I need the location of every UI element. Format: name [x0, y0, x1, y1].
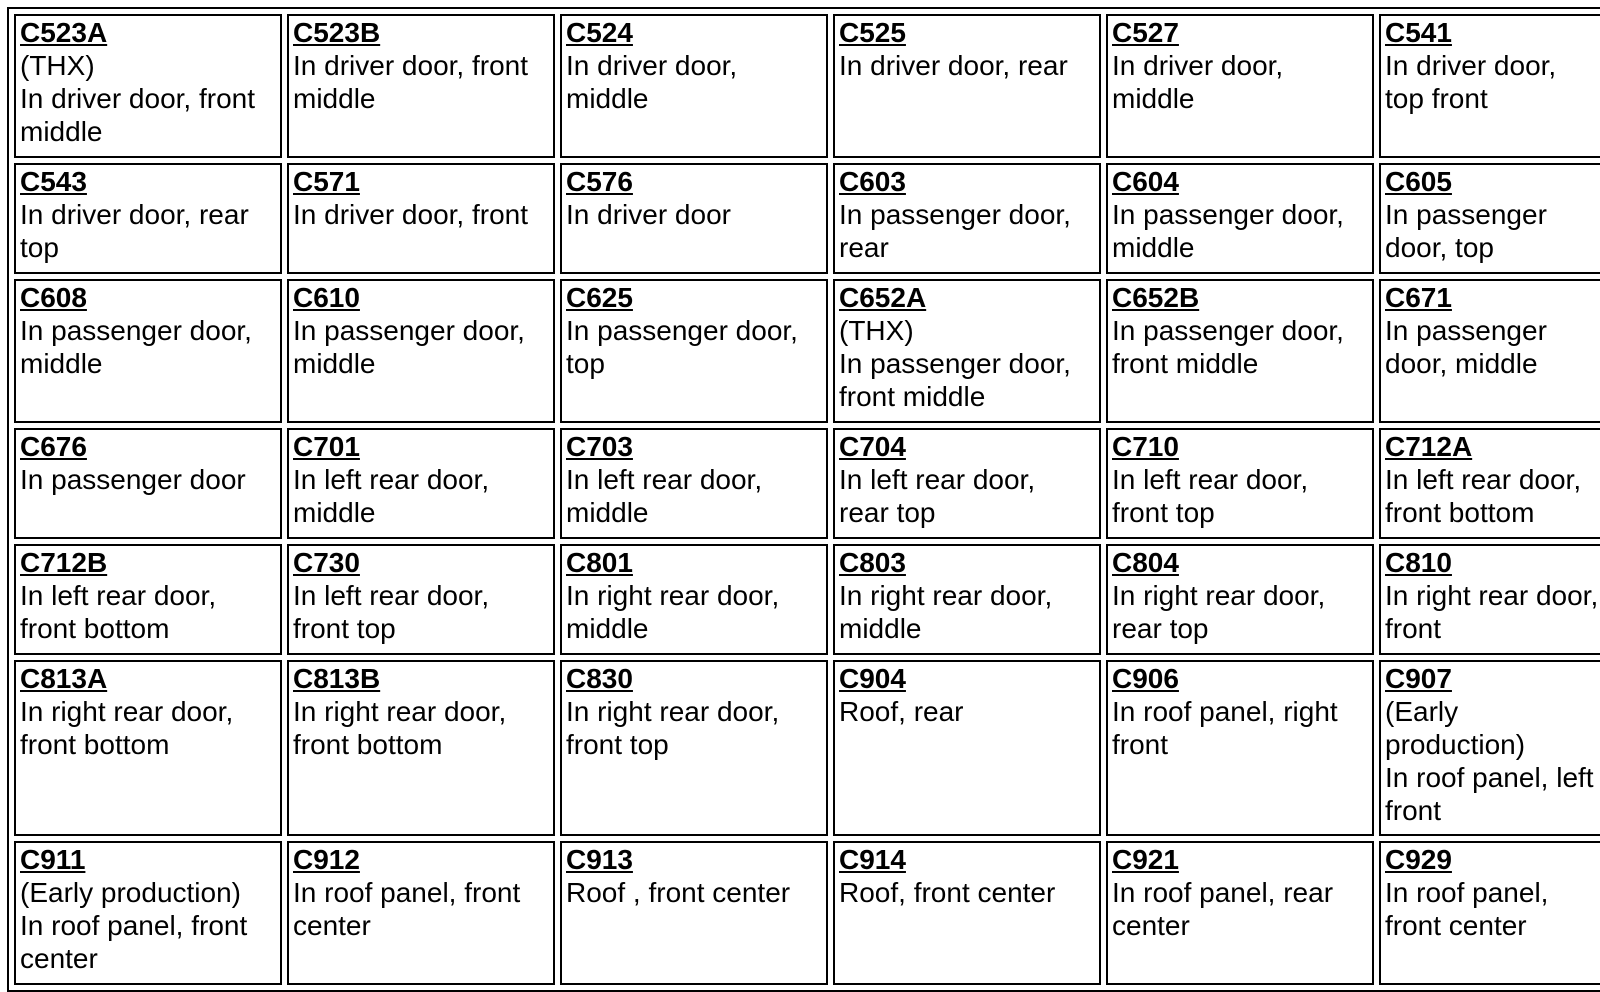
connector-location-text: rear [839, 232, 889, 263]
connector-location-text: middle [20, 348, 103, 379]
connector-location-text: middle [293, 497, 376, 528]
connector-location-text: In driver door, [566, 50, 738, 81]
connector-location-text: In right rear door, [566, 696, 780, 727]
table-row [14, 163, 1600, 274]
connector-location-text: In passenger door, [1112, 199, 1344, 230]
connector-location-text: In passenger [1385, 199, 1547, 230]
connector-cell [287, 14, 555, 158]
connector-location-text: center [20, 943, 98, 974]
connector-location-text: production) [1385, 729, 1526, 760]
connector-location-text: In right rear door, [1385, 580, 1599, 611]
connector-code-link[interactable]: C813B [293, 663, 381, 694]
connector-location-text: front [1112, 729, 1169, 760]
connector-code-link[interactable]: C603 [839, 166, 906, 197]
connector-location-text: front middle [839, 381, 986, 412]
connector-location-text: front center [1385, 910, 1527, 941]
connector-code-link[interactable]: C813A [20, 663, 108, 694]
connector-code-link[interactable]: C576 [566, 166, 633, 197]
connector-code-link[interactable]: C911 [20, 844, 86, 875]
connector-location-text: In roof panel, front [20, 910, 248, 941]
connector-code-link[interactable]: C913 [566, 844, 633, 875]
connector-location-text: front bottom [20, 729, 170, 760]
connector-cell [1379, 14, 1600, 158]
connector-code-link[interactable]: C704 [839, 431, 906, 462]
table-row [14, 660, 1600, 836]
connector-code-link[interactable]: C524 [566, 17, 633, 48]
connector-location-text: (THX) [839, 315, 914, 346]
connector-cell [287, 841, 555, 985]
connector-cell [287, 279, 555, 423]
connector-location-text: In right rear door, [293, 696, 507, 727]
connector-location-text: (THX) [20, 50, 95, 81]
connector-cell [14, 163, 282, 274]
connector-location-text: middle [566, 613, 649, 644]
connector-location-text: front top [1112, 497, 1215, 528]
connector-location-text: In left rear door, [293, 580, 490, 611]
connector-location-text: In passenger door [20, 464, 246, 495]
connector-code-link[interactable]: C701 [293, 431, 360, 462]
connector-location-text: middle [839, 613, 922, 644]
connector-cell [560, 544, 828, 655]
connector-cell [1379, 544, 1600, 655]
connector-location-text: front middle [1112, 348, 1259, 379]
connector-code-link[interactable]: C730 [293, 547, 360, 578]
connector-code-link[interactable]: C904 [839, 663, 906, 694]
connector-cell [287, 163, 555, 274]
connector-code-link[interactable]: C604 [1112, 166, 1179, 197]
table-row [14, 841, 1600, 985]
connector-code-link[interactable]: C803 [839, 547, 906, 578]
connector-location-text: middle [566, 83, 649, 114]
connector-cell [14, 544, 282, 655]
connector-cell [287, 660, 555, 836]
connector-location-text: In roof panel, [1385, 877, 1549, 908]
connector-cell [560, 428, 828, 539]
connector-location-text: In passenger door, [839, 348, 1071, 379]
connector-location-text: In passenger [1385, 315, 1547, 346]
connector-code-link[interactable]: C525 [839, 17, 906, 48]
connector-cell [560, 660, 828, 836]
connector-location-text: front top [293, 613, 396, 644]
connector-location-text: door, middle [1385, 348, 1538, 379]
connector-code-link[interactable]: C914 [839, 844, 906, 875]
connector-location-text: In driver door, rear [839, 50, 1068, 81]
connector-location-text: In driver door, front [293, 199, 529, 230]
connector-cell [1379, 660, 1600, 836]
connector-code-link[interactable]: C712A [1385, 431, 1473, 462]
connector-cell [1379, 841, 1600, 985]
connector-location-text: top [20, 232, 59, 263]
connector-code-link[interactable]: C610 [293, 282, 360, 313]
connector-location-text: In passenger door, [20, 315, 252, 346]
connector-code-link[interactable]: C929 [1385, 844, 1452, 875]
connector-cell [833, 14, 1101, 158]
connector-code-link[interactable]: C652A [839, 282, 927, 313]
connector-cell [1106, 428, 1374, 539]
connector-cell [560, 163, 828, 274]
connector-location-text: (Early production) [20, 877, 241, 908]
connector-code-link[interactable]: C671 [1385, 282, 1452, 313]
connector-location-text: center [293, 910, 371, 941]
connector-cell [287, 544, 555, 655]
connector-cell [560, 841, 828, 985]
connector-location-text: top front [1385, 83, 1488, 114]
connector-location-text: In driver door, front [20, 83, 256, 114]
connector-code-link[interactable]: C527 [1112, 17, 1179, 48]
connector-code-link[interactable]: C810 [1385, 547, 1452, 578]
connector-code-link[interactable]: C907 [1385, 663, 1452, 694]
table-row [14, 428, 1600, 539]
connector-location-text: In passenger door, [839, 199, 1071, 230]
connector-location-text: middle [1112, 232, 1195, 263]
connector-code-link[interactable]: C608 [20, 282, 87, 313]
connector-location-text: In left rear door, [1112, 464, 1309, 495]
connector-code-link[interactable]: C625 [566, 282, 633, 313]
connector-cell [833, 841, 1101, 985]
connector-location-text: front bottom [293, 729, 443, 760]
connector-location-text: In roof panel, rear [1112, 877, 1334, 908]
connector-location-text: In left rear door, [566, 464, 763, 495]
connector-location-text: door, top [1385, 232, 1494, 263]
connector-cell [833, 163, 1101, 274]
table-row [14, 279, 1600, 423]
connector-location-text: Roof, front center [839, 877, 1056, 908]
connector-location-text: middle [566, 497, 649, 528]
connector-location-text: In roof panel, left [1385, 762, 1594, 793]
connector-location-text: In driver door, front [293, 50, 529, 81]
connector-cell [1106, 544, 1374, 655]
connector-cell [1106, 14, 1374, 158]
connector-cell [1106, 163, 1374, 274]
connector-location-text: front [1385, 613, 1442, 644]
connector-code-link[interactable]: C921 [1112, 844, 1179, 875]
connector-code-link[interactable]: C523B [293, 17, 381, 48]
connector-code-link[interactable]: C703 [566, 431, 633, 462]
connector-cell [14, 279, 282, 423]
connector-location-text: In roof panel, right [1112, 696, 1338, 727]
connector-cell [14, 841, 282, 985]
connector-cell [1106, 660, 1374, 836]
connector-location-text: middle [293, 348, 376, 379]
connector-location-text: In passenger door, [566, 315, 798, 346]
connector-cell [833, 544, 1101, 655]
connector-cell [1106, 841, 1374, 985]
connector-location-text: In driver door, rear [20, 199, 249, 230]
connector-location-text: In passenger door, [1112, 315, 1344, 346]
connector-cell [560, 14, 828, 158]
connector-cell [1106, 279, 1374, 423]
connector-cell [833, 428, 1101, 539]
table-body [14, 14, 1600, 985]
connector-location-text: In left rear door, [1385, 464, 1582, 495]
table-row [14, 14, 1600, 158]
connector-location-text: front bottom [20, 613, 170, 644]
connector-code-link[interactable]: C912 [293, 844, 360, 875]
connector-cell [560, 279, 828, 423]
connector-location-text: Roof, rear [839, 696, 964, 727]
connector-location-text: In right rear door, [20, 696, 234, 727]
connector-location-text: rear top [839, 497, 936, 528]
connector-location-text: In passenger door, [293, 315, 525, 346]
connector-code-link[interactable]: C541 [1385, 17, 1452, 48]
connector-code-link[interactable]: C801 [566, 547, 633, 578]
connector-location-text: middle [1112, 83, 1195, 114]
connector-location-text: In driver door [566, 199, 731, 230]
connector-location-text: In right rear door, [566, 580, 780, 611]
connector-location-text: In left rear door, [20, 580, 217, 611]
connector-cell [14, 428, 282, 539]
connector-location-text: In right rear door, [839, 580, 1053, 611]
connector-code-link[interactable]: C712B [20, 547, 108, 578]
connector-cell [1379, 163, 1600, 274]
connector-cell [833, 660, 1101, 836]
connector-code-link[interactable]: C830 [566, 663, 633, 694]
connector-location-text: In driver door, [1385, 50, 1557, 81]
connector-code-link[interactable]: C543 [20, 166, 87, 197]
connector-location-text: (Early [1385, 696, 1459, 727]
connector-location-text: front bottom [1385, 497, 1535, 528]
connector-code-link[interactable]: C605 [1385, 166, 1452, 197]
connector-location-text: Roof , front center [566, 877, 791, 908]
connector-cell [14, 660, 282, 836]
connector-cell [833, 279, 1101, 423]
connector-location-text: rear top [1112, 613, 1209, 644]
connector-code-link[interactable]: C804 [1112, 547, 1179, 578]
connector-location-text: front [1385, 795, 1442, 826]
connector-location-text: In left rear door, [293, 464, 490, 495]
connector-code-link[interactable]: C571 [293, 166, 360, 197]
connector-code-link[interactable]: C676 [20, 431, 87, 462]
connector-cell [1379, 279, 1600, 423]
connector-location-text: In left rear door, [839, 464, 1036, 495]
connector-location-text: In roof panel, front [293, 877, 521, 908]
connector-cell [14, 14, 282, 158]
connector-location-text: In driver door, [1112, 50, 1284, 81]
connector-location-text: center [1112, 910, 1190, 941]
connector-location-text: front top [566, 729, 669, 760]
connector-location-text: middle [20, 116, 103, 147]
connector-cell [1379, 428, 1600, 539]
connector-code-link[interactable]: C652B [1112, 282, 1200, 313]
connector-location-text: middle [293, 83, 376, 114]
table-row [14, 544, 1600, 655]
connector-cell [287, 428, 555, 539]
connector-location-text: top [566, 348, 605, 379]
connector-code-link[interactable]: C906 [1112, 663, 1179, 694]
connector-code-link[interactable]: C523A [20, 17, 108, 48]
connector-location-text: In right rear door, [1112, 580, 1326, 611]
connector-location-table [7, 7, 1600, 992]
connector-code-link[interactable]: C710 [1112, 431, 1179, 462]
